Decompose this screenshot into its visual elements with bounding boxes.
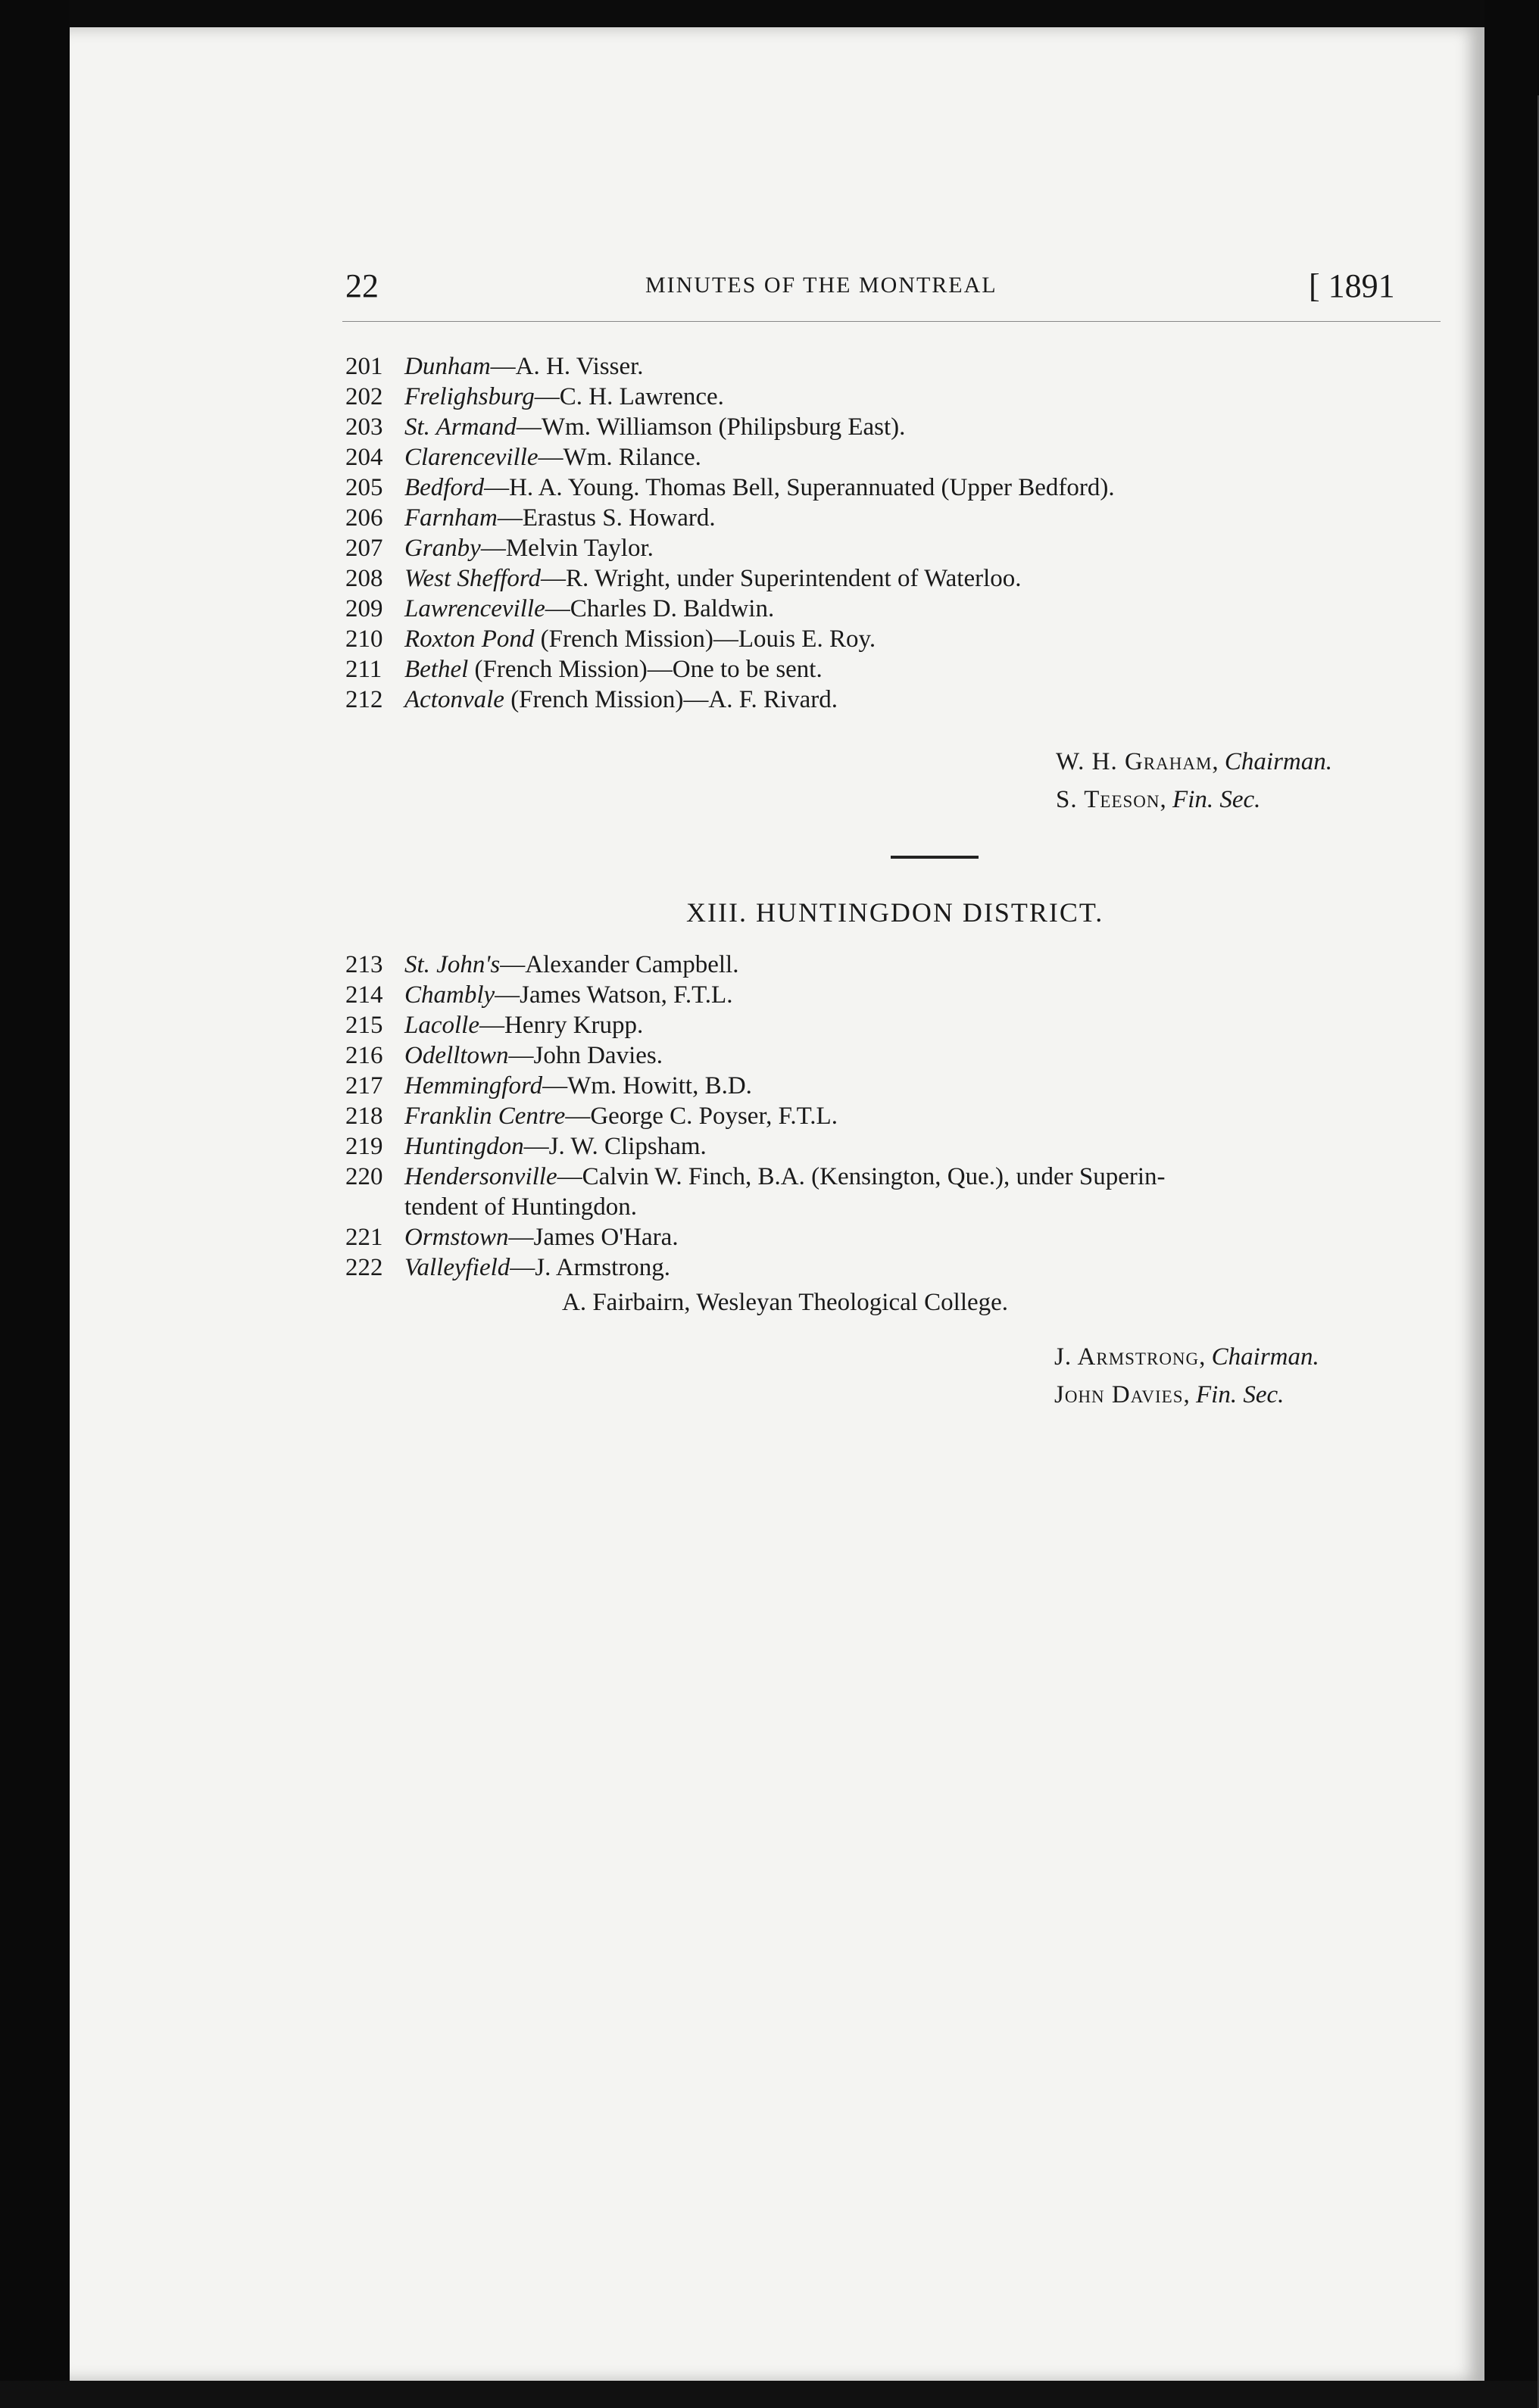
entry-206 [345, 503, 716, 533]
section-divider [891, 856, 979, 859]
page-content [70, 27, 1484, 2381]
entry-text: —James Watson, F.T.L. [495, 981, 733, 1009]
entry-number: 217 [345, 1072, 383, 1100]
additional-note: A. Fairbairn, Wesleyan Theological College. [562, 1289, 1009, 1316]
page-number: 22 [345, 267, 379, 304]
entry-209 [345, 594, 774, 624]
entry-place: Frelighsburg [404, 383, 535, 410]
running-title: MINUTES OF THE MONTREAL [645, 273, 997, 298]
page-header [70, 267, 1484, 304]
entry-number: 221 [345, 1224, 383, 1251]
entry-text: —J. W. Clipsham. [523, 1133, 707, 1160]
entry-text: —H. A. Young. Thomas Bell, Superannuated (Upper Bedford). [484, 474, 1115, 501]
entry-text: —Alexander Campbell. [500, 951, 739, 978]
section-heading: XIII. HUNTINGDON DISTRICT. [686, 897, 1104, 928]
entry-212 [345, 685, 838, 715]
entry-text: —George C. Poyser, F.T.L. [565, 1103, 838, 1130]
year-marker: [ 1891 [1309, 267, 1395, 304]
chairman-signature: J. Armstrong, Chairman. [1054, 1343, 1319, 1371]
document-page [70, 27, 1484, 2381]
entry-text: —Henry Krupp. [479, 1012, 644, 1039]
entry-number: 203 [345, 413, 383, 441]
entry-220-continuation [404, 1192, 637, 1222]
fin-sec-signature: John Davies, Fin. Sec. [1054, 1381, 1285, 1408]
entry-place: Odelltown [404, 1042, 509, 1069]
entry-text: —Melvin Taylor. [480, 535, 654, 562]
chairman-name: W. H. Graham [1056, 748, 1213, 775]
chairman-title: Chairman. [1211, 1343, 1319, 1371]
scan-border-right [1484, 0, 1539, 2381]
chairman-signature: W. H. Graham, Chairman. [1056, 748, 1333, 775]
entry-text: (French Mission)—One to be sent. [468, 656, 823, 683]
entry-203 [345, 412, 905, 442]
scan-border-top [0, 0, 1539, 30]
entry-text: —C. H. Lawrence. [534, 383, 724, 410]
entry-220 [345, 1162, 1166, 1192]
entry-number: 213 [345, 951, 383, 978]
entry-place: Bethel [404, 656, 469, 683]
entry-207 [345, 533, 654, 563]
entry-place: West Shefford [404, 565, 541, 592]
entry-number: 212 [345, 686, 383, 713]
entry-place: Chambly [404, 981, 495, 1009]
scan-border-left [0, 0, 70, 2381]
entry-text: —Wm. Williamson (Philipsburg East). [516, 413, 906, 441]
entry-213 [345, 950, 738, 980]
entry-text: —Wm. Howitt, B.D. [542, 1072, 752, 1100]
entry-222 [345, 1252, 670, 1283]
entry-place: Hendersonville [404, 1163, 557, 1190]
entry-place: Farnham [404, 504, 498, 532]
entry-216 [345, 1040, 663, 1071]
entry-number: 216 [345, 1042, 383, 1069]
entry-text-continuation: tendent of Huntingdon. [404, 1193, 638, 1221]
entry-205 [345, 473, 1115, 503]
chairman-name: J. Armstrong [1054, 1343, 1200, 1371]
entry-place: Ormstown [404, 1224, 509, 1251]
entry-place: Roxton Pond [404, 625, 535, 653]
entry-place: Hemmingford [404, 1072, 543, 1100]
entry-number: 211 [345, 656, 382, 683]
entry-211 [345, 654, 823, 685]
entry-text: (French Mission)—A. F. Rivard. [504, 686, 838, 713]
entry-place: Dunham [404, 353, 491, 380]
entry-number: 215 [345, 1012, 383, 1039]
entry-place: Lacolle [404, 1012, 479, 1039]
entry-text: —Charles D. Baldwin. [545, 595, 775, 622]
entry-number: 222 [345, 1254, 383, 1281]
entry-place: St. John's [404, 951, 501, 978]
entry-214 [345, 980, 732, 1010]
entry-text: —R. Wright, under Superintendent of Waterloo. [540, 565, 1022, 592]
fin-sec-title: Fin. Sec. [1172, 786, 1261, 813]
entry-place: Franklin Centre [404, 1103, 566, 1130]
entry-number: 219 [345, 1133, 383, 1160]
entry-215 [345, 1010, 643, 1040]
entry-text: —John Davies. [508, 1042, 663, 1069]
entry-number: 206 [345, 504, 383, 532]
entry-number: 205 [345, 474, 383, 501]
entry-text: —James O'Hara. [508, 1224, 679, 1251]
entry-text: —Erastus S. Howard. [497, 504, 716, 532]
entry-210 [345, 624, 876, 654]
entry-number: 202 [345, 383, 383, 410]
entry-208 [345, 563, 1022, 594]
entry-place: Actonvale [404, 686, 504, 713]
fin-sec-signature: S. Teeson, Fin. Sec. [1056, 786, 1261, 813]
entry-number: 201 [345, 353, 383, 380]
entry-number: 220 [345, 1163, 383, 1190]
entry-221 [345, 1222, 679, 1252]
chairman-title: Chairman. [1224, 748, 1333, 775]
entry-place: Granby [404, 535, 481, 562]
entry-text: —J. Armstrong. [510, 1254, 671, 1281]
header-rule [342, 321, 1441, 322]
entry-number: 204 [345, 444, 383, 471]
entry-number: 214 [345, 981, 383, 1009]
entry-217 [345, 1071, 752, 1101]
entry-place: Lawrenceville [404, 595, 545, 622]
fin-sec-name: S. Teeson [1056, 786, 1160, 813]
entry-number: 209 [345, 595, 383, 622]
entry-place: St. Armand [404, 413, 517, 441]
entry-number: 208 [345, 565, 383, 592]
entry-201 [345, 351, 644, 382]
entry-text: (French Mission)—Louis E. Roy. [534, 625, 876, 653]
entry-202 [345, 382, 724, 412]
entry-place: Valleyfield [404, 1254, 510, 1281]
fin-sec-name: John Davies [1054, 1381, 1184, 1408]
fin-sec-title: Fin. Sec. [1196, 1381, 1285, 1408]
entry-218 [345, 1101, 838, 1131]
entry-place: Bedford [404, 474, 485, 501]
entry-text: —A. H. Visser. [490, 353, 644, 380]
entry-219 [345, 1131, 707, 1162]
entry-204 [345, 442, 701, 473]
entry-number: 218 [345, 1103, 383, 1130]
entry-text: —Calvin W. Finch, B.A. (Kensington, Que.), under Superin- [557, 1163, 1166, 1190]
entry-number: 210 [345, 625, 383, 653]
entry-number: 207 [345, 535, 383, 562]
entry-place: Huntingdon [404, 1133, 524, 1160]
entry-text: —Wm. Rilance. [538, 444, 701, 471]
entry-place: Clarenceville [404, 444, 538, 471]
